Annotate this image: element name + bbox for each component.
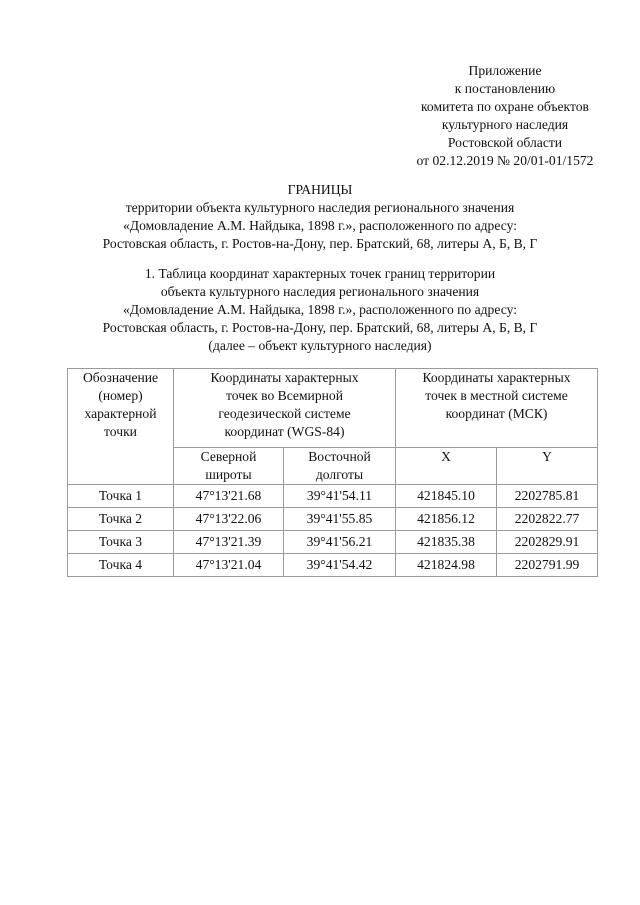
cell-x: 421824.98 <box>396 554 497 577</box>
coordinates-table <box>67 368 598 577</box>
header-designation <box>68 369 174 485</box>
header-longitude <box>284 448 396 485</box>
table-row <box>68 508 598 531</box>
table-caption <box>40 265 600 355</box>
header-wgs84 <box>174 369 396 448</box>
appendix-line: от 02.12.2019 № 20/01-01/1572 <box>416 153 594 168</box>
cell-longitude: 39°41'56.21 <box>284 531 396 554</box>
cell-y: 2202791.99 <box>497 554 598 577</box>
table-row <box>68 485 598 508</box>
appendix-line: комитета по охране объектов <box>421 99 589 114</box>
cell-point: Точка 2 <box>68 508 174 531</box>
header-wgs84-line: координат (WGS-84) <box>224 424 345 439</box>
cell-point: Точка 3 <box>68 531 174 554</box>
header-designation-line: Обозначение <box>82 370 159 385</box>
header-latitude-line: широты <box>205 467 252 482</box>
cell-longitude: 39°41'54.42 <box>284 554 396 577</box>
table-header-row <box>68 369 598 448</box>
caption-line: «Домовладение А.М. Найдыка, 1898 г.», расположенного по адресу: <box>123 302 517 317</box>
cell-longitude: 39°41'55.85 <box>284 508 396 531</box>
appendix-line: культурного наследия <box>441 117 569 132</box>
header-x: X <box>396 448 497 485</box>
title-line: территории объекта культурного наследия регионального значения <box>125 200 515 215</box>
header-msk <box>396 369 598 448</box>
cell-latitude: 47°13'21.68 <box>174 485 284 508</box>
cell-y: 2202829.91 <box>497 531 598 554</box>
document-title <box>40 181 600 253</box>
cell-point: Точка 4 <box>68 554 174 577</box>
header-latitude <box>174 448 284 485</box>
caption-line: 1. Таблица координат характерных точек границ территории <box>144 266 496 281</box>
cell-latitude: 47°13'21.04 <box>174 554 284 577</box>
cell-point: Точка 1 <box>68 485 174 508</box>
cell-latitude: 47°13'22.06 <box>174 508 284 531</box>
cell-x: 421856.12 <box>396 508 497 531</box>
title-line: Ростовская область, г. Ростов-на-Дону, пер. Братский, 68, литеры А, Б, В, Г <box>102 236 538 251</box>
table-row <box>68 531 598 554</box>
caption-line: (далее – объект культурного наследия) <box>208 338 432 353</box>
header-longitude-line: Восточной <box>308 449 371 464</box>
cell-latitude: 47°13'21.39 <box>174 531 284 554</box>
header-designation-line: характерной <box>84 406 157 421</box>
appendix-line: Приложение <box>468 63 542 78</box>
header-wgs84-line: Координаты характерных <box>210 370 359 385</box>
table-row <box>68 554 598 577</box>
header-wgs84-line: точек во Всемирной <box>226 388 343 403</box>
caption-line: объекта культурного наследия регионального значения <box>160 284 480 299</box>
header-msk-line: Координаты характерных <box>422 370 571 385</box>
header-designation-line: точки <box>104 424 137 439</box>
header-y: Y <box>497 448 598 485</box>
header-wgs84-line: геодезической системе <box>218 406 351 421</box>
cell-y: 2202785.81 <box>497 485 598 508</box>
cell-x: 421835.38 <box>396 531 497 554</box>
header-msk-line: координат (МСК) <box>445 406 548 421</box>
header-msk-line: точек в местной системе <box>425 388 568 403</box>
title-line: «Домовладение А.М. Найдыка, 1898 г.», расположенного по адресу: <box>123 218 517 233</box>
header-designation-line: (номер) <box>98 388 143 403</box>
header-latitude-line: Северной <box>200 449 257 464</box>
header-longitude-line: долготы <box>315 467 364 482</box>
appendix-line: к постановлению <box>454 81 556 96</box>
caption-line: Ростовская область, г. Ростов-на-Дону, пер. Братский, 68, литеры А, Б, В, Г <box>102 320 538 335</box>
cell-longitude: 39°41'54.11 <box>284 485 396 508</box>
cell-y: 2202822.77 <box>497 508 598 531</box>
appendix-block <box>378 62 632 170</box>
title-heading: ГРАНИЦЫ <box>287 182 353 197</box>
cell-x: 421845.10 <box>396 485 497 508</box>
appendix-line: Ростовской области <box>447 135 563 150</box>
